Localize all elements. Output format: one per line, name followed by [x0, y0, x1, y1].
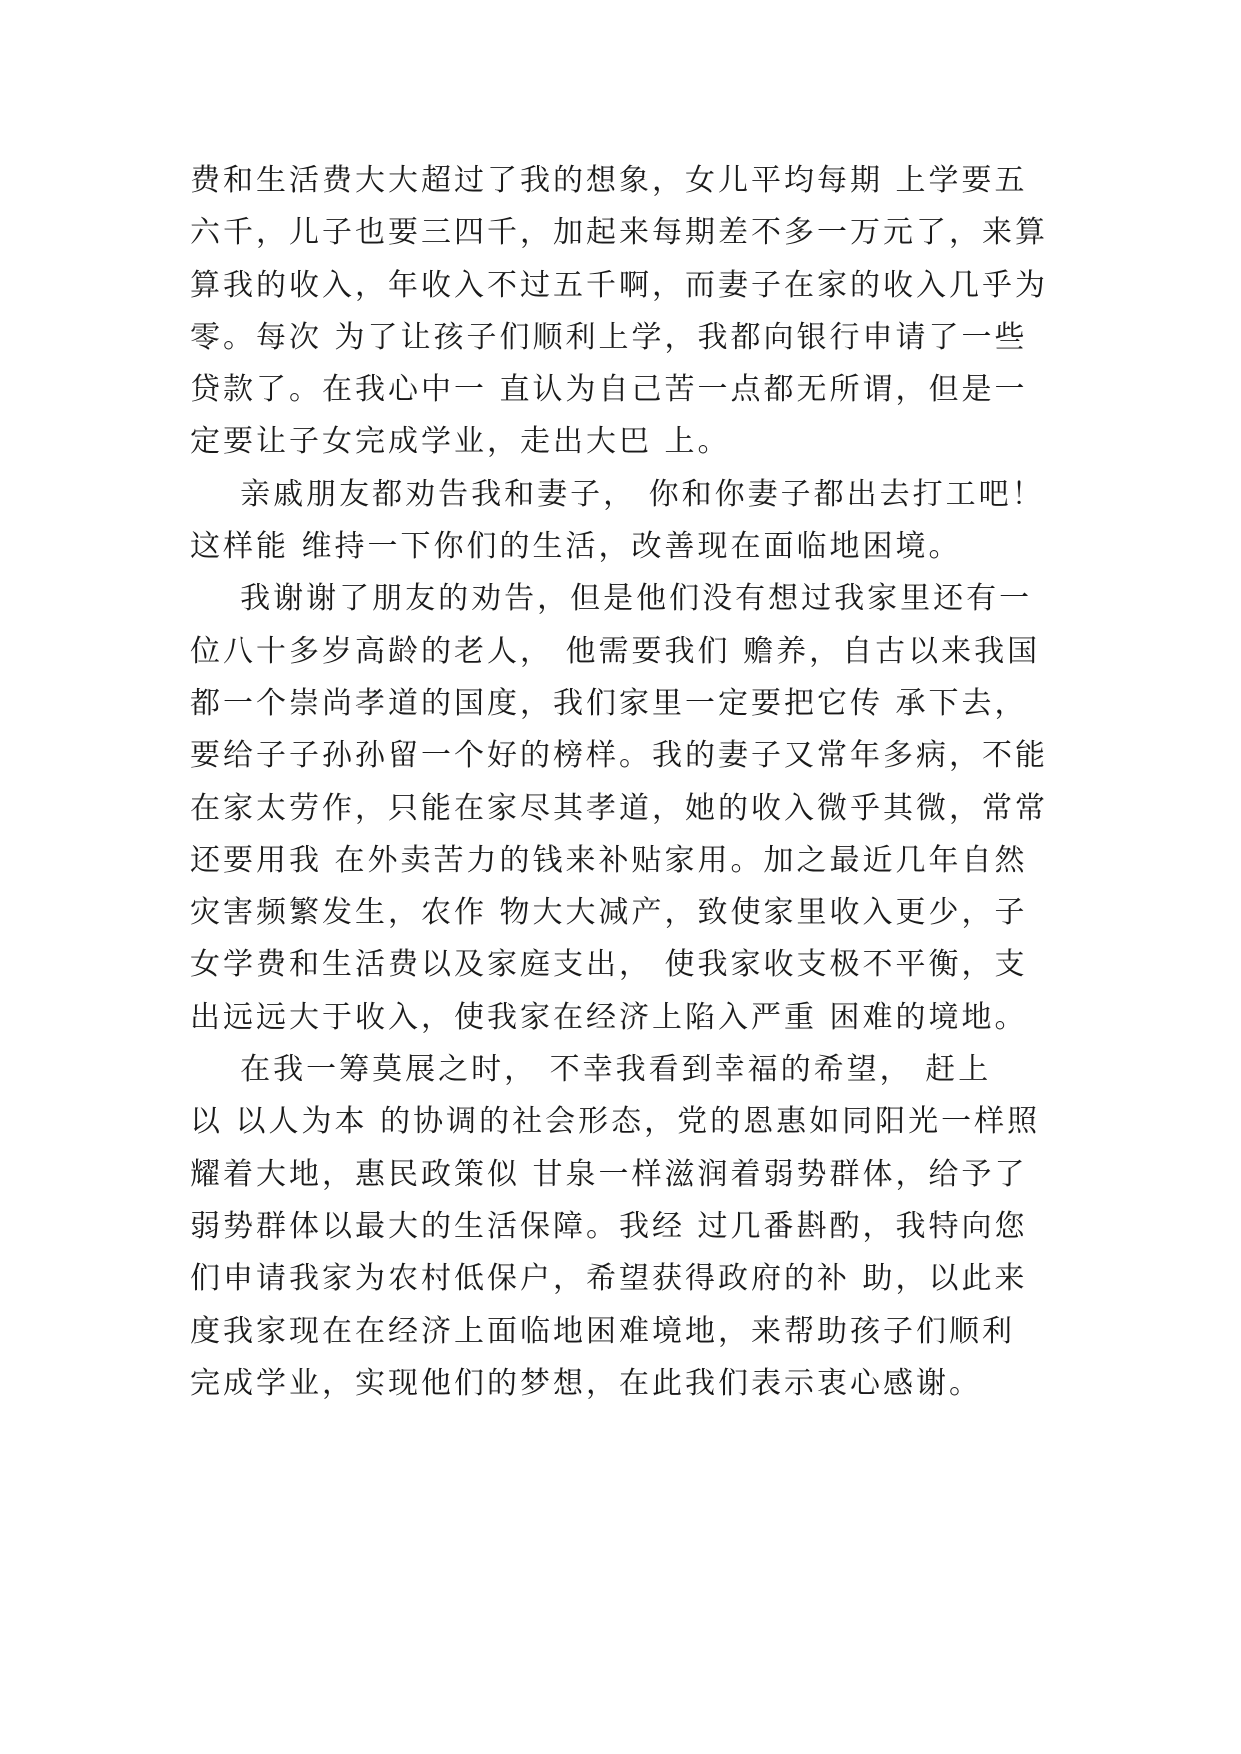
- text-line: 们申请我家为农村低保户，希望获得政府的补 助，以此来: [190, 1261, 1028, 1297]
- text-line: 出远远大于收入，使我家在经济上陷入严重 困难的境地。: [190, 999, 1028, 1035]
- text-line: 费和生活费大大超过了我的想象，女儿平均每期 上学要五: [190, 163, 1028, 198]
- text-line: 位八十多岁高龄的老人， 他需要我们 赡养，自古以来我国: [190, 633, 1041, 669]
- text-line: 零。每次 为了让孩子们顺利上学，我都向银行申请了一些: [190, 319, 1028, 355]
- text-line: 度我家现在在经济上面临地困难境地，来帮助孩子们顺利: [190, 1313, 1015, 1349]
- text-line: 都一个崇尚孝道的国度，我们家里一定要把它传 承下去，: [190, 685, 1028, 721]
- text-line: 耀着大地，惠民政策似 甘泉一样滋润着弱势群体，给予了: [190, 1156, 1028, 1192]
- text-line: 定要让子女完成学业，走出大巴 上。: [190, 424, 731, 460]
- text-line: 女学费和生活费以及家庭支出， 使我家收支极不平衡，支: [190, 947, 1028, 983]
- text-line: 弱势群体以最大的生活保障。我经 过几番斟酌，我特向您: [190, 1208, 1028, 1244]
- text-line: 以 以人为本 的协调的社会形态，党的恩惠如同阳光一样照: [190, 1104, 1041, 1140]
- text-line: 亲戚朋友都劝告我和妻子， 你和你妻子都出去打工吧！: [190, 476, 1045, 512]
- text-line: 六千，儿子也要三四千，加起来每期差不多一万元了，来算: [190, 215, 1048, 251]
- text-line: 这样能 维持一下你们的生活，改善现在面临地困境。: [190, 529, 962, 565]
- text-line: 在我一筹莫展之时， 不幸我看到幸福的希望， 赶上: [190, 1052, 992, 1088]
- text-line: 我谢谢了朋友的劝告，但是他们没有想过我家里还有一: [190, 581, 1033, 617]
- text-line: 完成学业，实现他们的梦想，在此我们表示衷心感谢。: [190, 1365, 982, 1401]
- body-text: [190, 155, 1050, 1410]
- text-line: 算我的收入，年收入不过五千啊，而妻子在家的收入几乎为: [190, 267, 1048, 303]
- text-line: 贷款了。在我心中一 直认为自己苦一点都无所谓，但是一: [190, 372, 1028, 408]
- text-line: 在家太劳作，只能在家尽其孝道，她的收入微乎其微，常常: [190, 790, 1048, 826]
- text-line: 灾害频繁发生，农作 物大大减产，致使家里收入更少，子: [190, 895, 1028, 931]
- text-line: 还要用我 在外卖苦力的钱来补贴家用。加之最近几年自然: [190, 842, 1028, 878]
- text-line: 要给子子孙孙留一个好的榜样。我的妻子又常年多病，不能: [190, 738, 1048, 774]
